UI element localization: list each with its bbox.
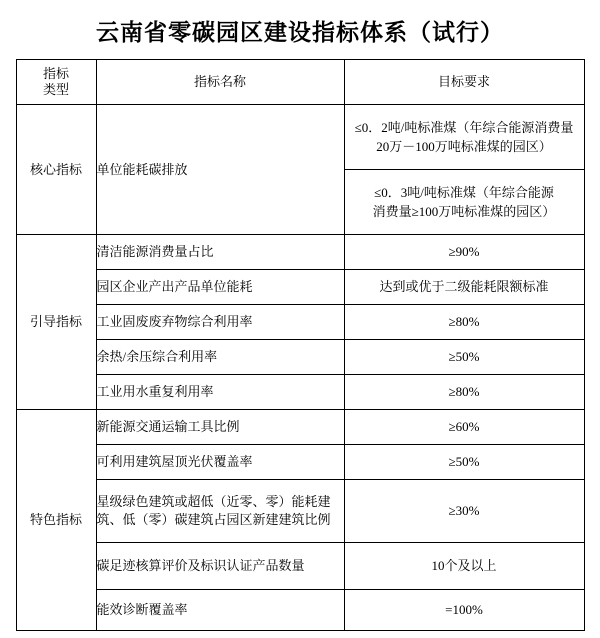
indicator-requirement: 10个及以上 [344,543,584,590]
requirement-line: 20万－100万吨标准煤的园区） [376,139,552,154]
indicator-requirement: 达到或优于二级能耗限额标准 [344,270,584,305]
requirement-line: ≤0．2吨/吨标准煤（年综合能源消费量 [354,119,574,135]
indicator-name: 清洁能源消费量占比 [96,235,344,270]
indicator-requirement: ≥80% [344,375,584,410]
indicator-name: 余热/余压综合利用率 [96,340,344,375]
indicator-name: 园区企业产出产品单位能耗 [96,270,344,305]
indicator-name: 单位能耗碳排放 [96,105,344,235]
indicator-table [16,59,585,631]
indicator-name: 新能源交通运输工具比例 [96,410,344,445]
table-body [16,105,584,631]
column-header-type [16,60,96,105]
requirement-line: ≤0．3吨/吨标准煤（年综合能源 [374,184,554,200]
table-header [16,60,584,105]
indicator-requirement: ≥80% [344,305,584,340]
indicator-requirement: ≥60% [344,410,584,445]
table-row [16,105,584,170]
column-header-name: 指标名称 [96,60,344,105]
column-header-requirement: 目标要求 [344,60,584,105]
column-header-type-line1: 指标 [42,65,69,81]
table-header-row [16,60,584,105]
table-row [16,480,584,543]
table-row [16,590,584,631]
page-title: 云南省零碳园区建设指标体系（试行） [96,20,504,45]
indicator-name: 碳足迹核算评价及标识认证产品数量 [96,543,344,590]
indicator-type-guiding: 引导指标 [16,235,96,410]
table-row [16,410,584,445]
indicator-type-featured: 特色指标 [16,410,96,631]
indicator-name: 星级绿色建筑或超低（近零、零）能耗建筑、低（零）碳建筑占园区新建建筑比例 [96,480,344,543]
column-header-type-line2: 类型 [42,82,69,97]
indicator-name: 工业固废废弃物综合利用率 [96,305,344,340]
indicator-requirement [344,170,584,235]
table-row [16,270,584,305]
requirement-line: 消费量≥100万吨标准煤的园区） [372,204,556,219]
table-row [16,340,584,375]
indicator-requirement: ≥50% [344,340,584,375]
indicator-requirement: ≥90% [344,235,584,270]
table-row [16,445,584,480]
indicator-requirement: ≥30% [344,480,584,543]
indicator-requirement: ≥50% [344,445,584,480]
table-row [16,305,584,340]
table-row [16,235,584,270]
table-row [16,375,584,410]
indicator-name: 能效诊断覆盖率 [96,590,344,631]
table-row [16,543,584,590]
indicator-requirement: =100% [344,590,584,631]
indicator-type-core: 核心指标 [16,105,96,235]
indicator-name: 可利用建筑屋顶光伏覆盖率 [96,445,344,480]
indicator-requirement [344,105,584,170]
indicator-name: 工业用水重复利用率 [96,375,344,410]
